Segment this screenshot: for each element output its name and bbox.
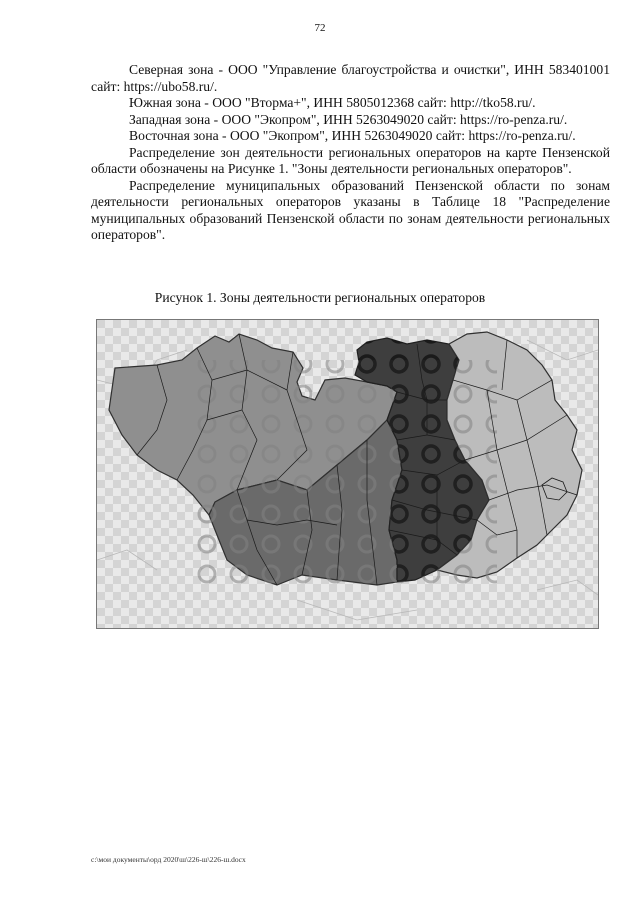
figure-caption: Рисунок 1. Зоны деятельности региональных операторов: [154, 290, 486, 305]
paragraph-south-zone: Южная зона - ООО "Вторма+", ИНН 5805012368 сайт: http://tko58.ru/.: [129, 95, 536, 110]
paragraph-west-zone: Западная зона - ООО "Экопром", ИНН 5263049020 сайт: https://ro-penza.ru/.: [129, 111, 568, 127]
paragraph-map-reference: Распределение зон деятельности региональных операторов на карте Пензенской области обозначены на Рисунке 1. "Зоны деятельности региональных операторов".: [91, 144, 610, 176]
paragraph-north-zone: Северная зона - ООО "Управление благоустройства и очистки", ИНН 583401001 сайт: https://ubo58.ru/.: [91, 62, 610, 94]
body-text: [91, 62, 610, 244]
footer-file-path: c:\мои документы\орд 2020\ш\226-ш\226-ш.docx: [91, 855, 246, 864]
paragraph-table-reference: Распределение муниципальных образований Пензенской области по зонам деятельности региональных операторов указаны в Таблице 18 "Распределение муниципальных образований Пензенской области по зонам деятельности региональных операторов".: [91, 177, 610, 242]
zones-map: [96, 319, 599, 629]
page-number: 72: [314, 22, 326, 34]
paragraph-east-zone: Восточная зона - ООО "Экопром", ИНН 5263049020 сайт: https://ro-penza.ru/.: [129, 128, 576, 143]
zones-map-svg: [97, 320, 598, 628]
